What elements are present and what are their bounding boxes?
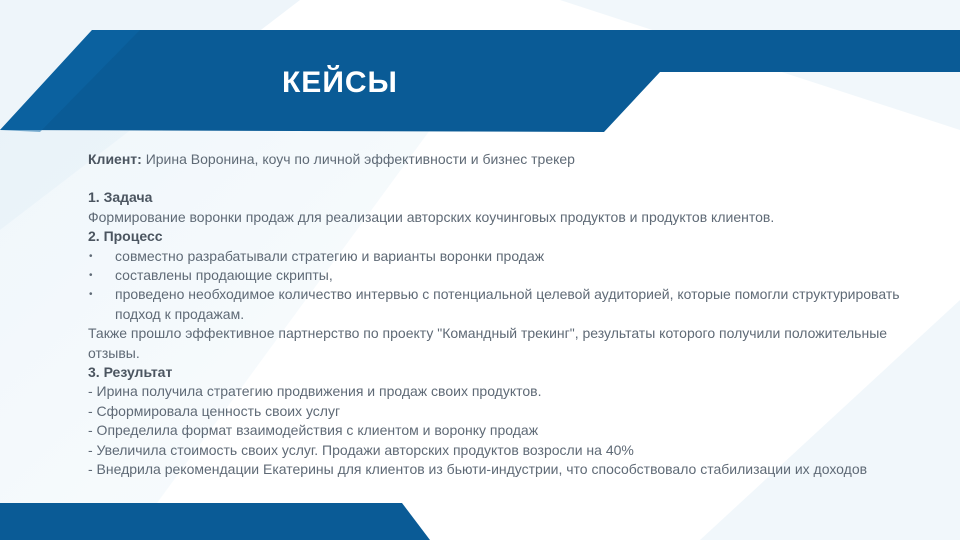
case-content [88, 150, 908, 480]
process-bullet-text: проведено необходимое количество интервью с потенциальной целевой аудиторией, которые помогли структурировать подход к продажам. [115, 286, 900, 322]
bullet-icon: • [89, 289, 93, 301]
process-heading: 2. Процесс [88, 228, 163, 245]
result-heading: 3. Результат [88, 364, 173, 381]
task-heading: 1. Задача [88, 189, 153, 206]
list-item [88, 266, 908, 285]
spacer [88, 169, 908, 188]
page-title: КЕЙСЫ [282, 66, 398, 99]
result-line: - Определила формат взаимодействия с клиентом и воронку продаж [88, 422, 539, 439]
result-line: - Сформировала ценность своих услуг [88, 402, 341, 419]
process-note: Также прошло эффективное партнерство по проекту "Командный трекинг", результаты которого получили положительные отзывы. [88, 325, 888, 361]
bullet-icon: • [89, 270, 93, 282]
client-line [88, 150, 908, 169]
list-item [88, 285, 908, 324]
task-text: Формирование воронки продаж для реализации авторских коучинговых продуктов и продуктов клиентов. [88, 208, 775, 225]
client-text: Ирина Воронина, коуч по личной эффективности и бизнес трекер [141, 151, 575, 167]
result-line: - Ирина получила стратегию продвижения и продаж своих продуктов. [88, 383, 542, 400]
process-bullet-text: составлены продающие скрипты, [115, 267, 333, 284]
process-bullet-text: совместно разрабатывали стратегию и варианты воронки продаж [115, 247, 545, 264]
footer-blue-band [0, 503, 430, 540]
result-line: - Увеличила стоимость своих услуг. Продажи авторских продуктов возросли на 40% [88, 441, 634, 458]
bullet-icon: • [89, 250, 93, 262]
list-item [88, 247, 908, 266]
client-label: Клиент: [88, 151, 142, 167]
result-line: - Внедрила рекомендации Екатерины для клиентов из бьюти-индустрии, что способствовало стабилизации их доходов [88, 461, 868, 478]
